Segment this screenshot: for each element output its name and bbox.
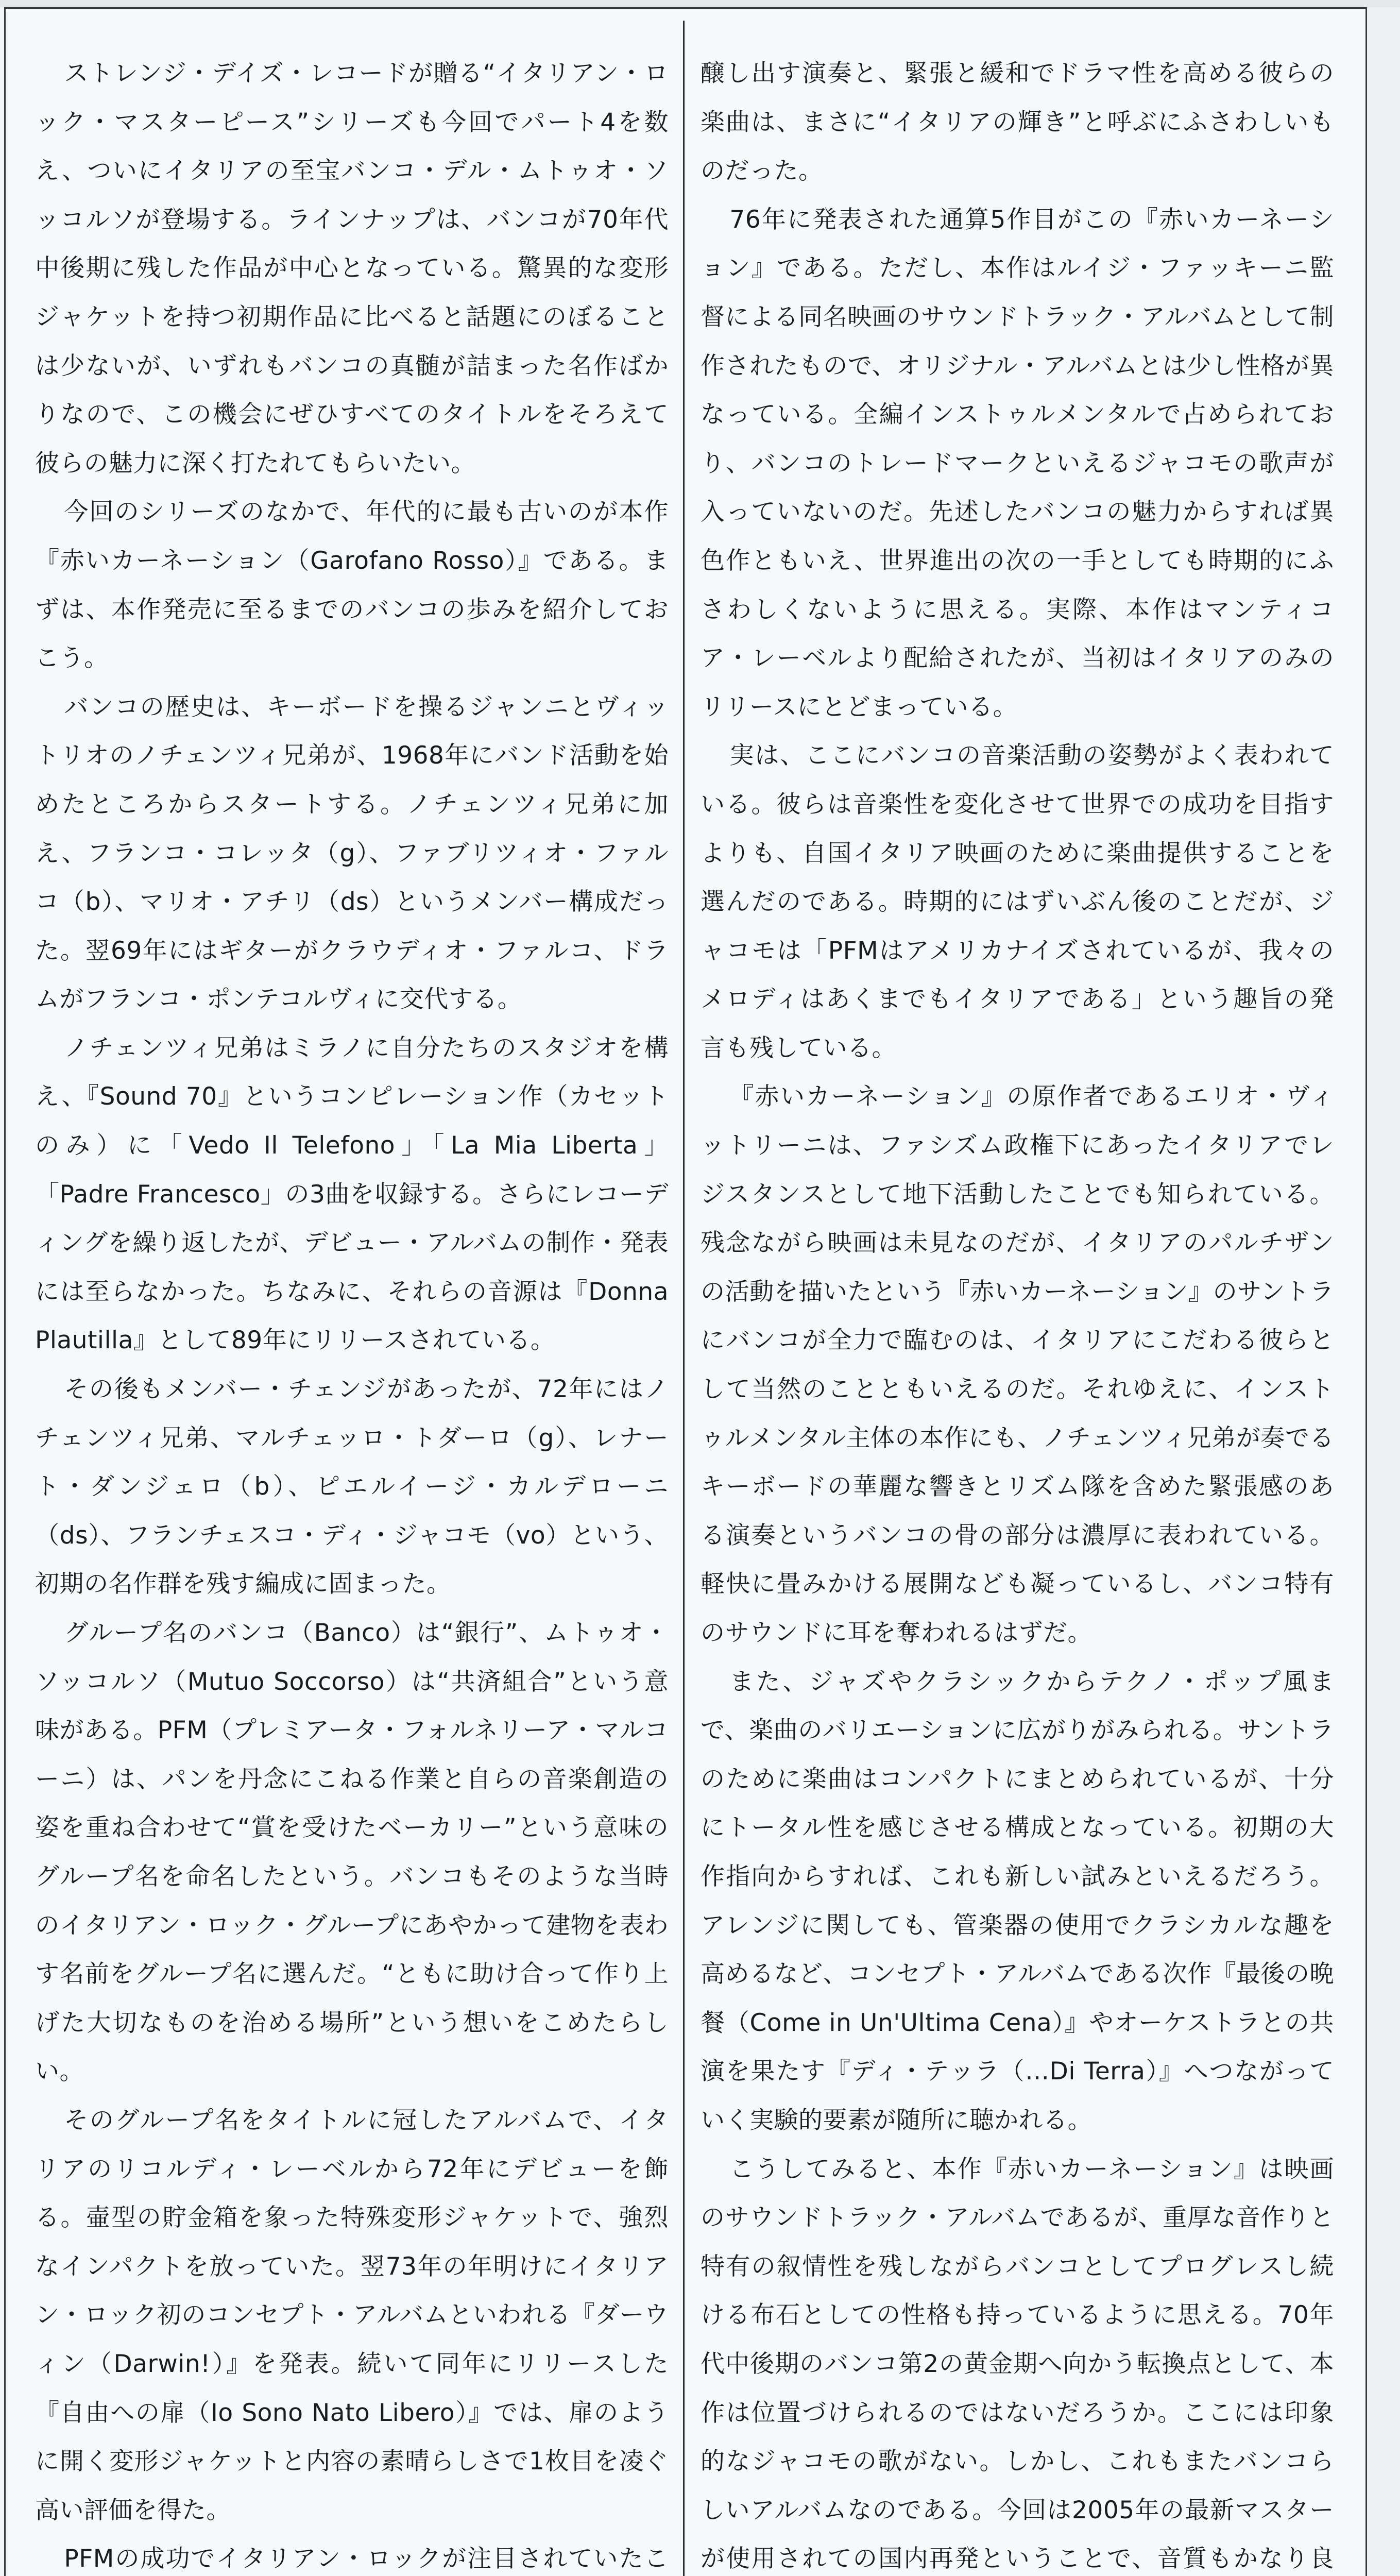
paragraph-continued: 醸し出す演奏と、緊張と緩和でドラマ性を高める彼らの楽曲は、まさに“イタリアの輝き”と呼ぶにふさわしいものだった。 [701,59,1334,185]
paragraph: PFMの成功でイタリアン・ロックが注目されていたこ [64,2545,669,2573]
paragraph: グループ名のバンコ（Banco）は“銀行”、ムトゥオ・ソッコルソ（Mutuo Soccorso）は“共済組合”という意味がある。PFM（プレミアータ・フォルネリーア・マルコーニ）は、パンを丹念にこねる作業と自らの音楽創造の姿を重ね合わせて“賞を受けたベーカリー”という意味のグループ名を命名したという。バンコもそのような当時のイタリアン・ロック・グループにあやかって建物を表わす名前をグループ名に選んだ。“ともに助け合って作り上げた大切なものを治める場所”という想いをこめたらしい。 [35,1619,669,2086]
paragraph: こうしてみると、本作『赤いカーネーション』は映画のサウンドトラック・アルバムであるが、重厚な音作りと特有の叙情性を残しながらバンコとしてプログレスし続ける布石としての性格も持っているように思える。70年代中後期のバンコ第2の黄金期へ向かう転換点として、本作は位置づけられるのではないだろうか。ここには印象的なジャコモの歌がない。しかし、これもまたバンコらしいアルバムなのである。今回は2005年の最新マスターが使用されての国内再発ということで、音質もかなり良 [701,2155,1334,2573]
paragraph: バンコの歴史は、キーボードを操るジャンニとヴィットリオのノチェンツィ兄弟が、1968年にバンド活動を始めたところからスタートする。ノチェンツィ兄弟に加え、フランコ・コレッタ（g）、ファブリツィオ・ファルコ（b）、マリオ・アチリ（ds）というメンバー構成だった。翌69年にはギターがクラウディオ・ファルコ、ドラムがフランコ・ポンテコルヴィに交代する。 [35,692,669,1014]
paragraph: 実は、ここにバンコの音楽活動の姿勢がよく表われている。彼らは音楽性を変化させて世界での成功を目指すよりも、自国イタリア映画のために楽曲提供することを選んだのである。時期的にはずいぶん後のことだが、ジャコモは「PFMはアメリカナイズされているが、我々のメロディはあくまでもイタリアである」という趣旨の発言も残している。 [701,741,1334,1062]
right-column [701,49,1334,2576]
paragraph: 76年に発表された通算5作目がこの『赤いカーネーション』である。ただし、本作はルイジ・ファッキーニ監督による同名映画のサウンドトラック・アルバムとして制作されたもので、オリジナル・アルバムとは少し性格が異なっている。全編インストゥルメンタルで占められており、バンコのトレードマークといえるジャコモの歌声が入っていないのだ。先述したバンコの魅力からすれば異色作ともいえ、世界進出の次の一手としても時期的にふさわしくないように思える。実際、本作はマンティコア・レーベルより配給されたが、当初はイタリアのみのリリースにとどまっている。 [701,205,1334,721]
paragraph: ストレンジ・デイズ・レコードが贈る“イタリアン・ロック・マスターピース”シリーズも今回でパート4を数え、ついにイタリアの至宝バンコ・デル・ムトゥオ・ソッコルソが登場する。ラインナップは、バンコが70年代中後期に残した作品が中心となっている。驚異的な変形ジャケットを持つ初期作品に比べると話題にのぼることは少ないが、いずれもバンコの真髄が詰まった名作ばかりなので、この機会にぜひすべてのタイトルをそろえて彼らの魅力に深く打たれてもらいたい。 [35,59,669,478]
page-edge-top [0,0,1400,7]
paragraph: そのグループ名をタイトルに冠したアルバムで、イタリアのリコルディ・レーベルから72年にデビューを飾る。壷型の貯金箱を象った特殊変形ジャケットで、強烈なインパクトを放っていた。翌73年の年明けにイタリアン・ロック初のコンセプト・アルバムといわれる『ダーウィン（Darwin!）』を発表。続いて同年にリリースした『自由への扉（Io Sono Nato Libero）』では、扉のように開く変形ジャケットと内容の素晴らしさで1枚目を凌ぐ高い評価を得た。 [35,2106,669,2524]
column-divider [683,21,685,2576]
paragraph: 今回のシリーズのなかで、年代的に最も古いのが本作『赤いカーネーション（Garofano Rosso）』である。まずは、本作発売に至るまでのバンコの歩みを紹介しておこう。 [35,498,669,673]
paragraph: その後もメンバー・チェンジがあったが、72年にはノチェンツィ兄弟、マルチェッロ・トダーロ（g）、レナート・ダンジェロ（b）、ピエルイージ・カルデローニ（ds）、フランチェスコ・ディ・ジャコモ（vo）という、初期の名作群を残す編成に固まった。 [35,1375,669,1599]
paragraph: ノチェンツィ兄弟はミラノに自分たちのスタジオを構え、『Sound 70』というコンピレーション作（カセットのみ）に「Vedo Il Telefono」「La Mia Liberta」「Padre Francesco」の3曲を収録する。さらにレコーディングを繰り返したが、デビュー・アルバムの制作・発表には至らなかった。ちなみに、それらの音源は『Donna Plautilla』として89年にリリースされている。 [35,1033,669,1355]
left-column [35,49,669,2576]
page-edge-right [1367,7,1400,2576]
paragraph: また、ジャズやクラシックからテクノ・ポップ風まで、楽曲のバリエーションに広がりがみられる。サントラのために楽曲はコンパクトにまとめられているが、十分にトータル性を感じさせる構成となっている。初期の大作指向からすれば、これも新しい試みといえるだろう。アレンジに関しても、管楽器の使用でクラシカルな趣を高めるなど、コンセプト・アルバムである次作『最後の晩餐（Come in Un'Ultima Cena）』やオーケストラとの共演を果たす『ディ・テッラ（…Di Terra）』へつながっていく実験的要素が随所に聴かれる。 [701,1667,1334,2134]
paragraph: 『赤いカーネーション』の原作者であるエリオ・ヴィットリーニは、ファシズム政権下にあったイタリアでレジスタンスとして地下活動したことでも知られている。残念ながら映画は未見なのだが、イタリアのパルチザンの活動を描いたという『赤いカーネーション』のサントラにバンコが全力で臨むのは、イタリアにこだわる彼らとして当然のことともいえるのだ。それゆえに、インストゥルメンタル主体の本作にも、ノチェンツィ兄弟が奏でるキーボードの華麗な響きとリズム隊を含めた緊張感のある演奏というバンコの骨の部分は濃厚に表われている。軽快に畳みかける展開なども凝っているし、バンコ特有のサウンドに耳を奪われるはずだ。 [701,1082,1334,1647]
